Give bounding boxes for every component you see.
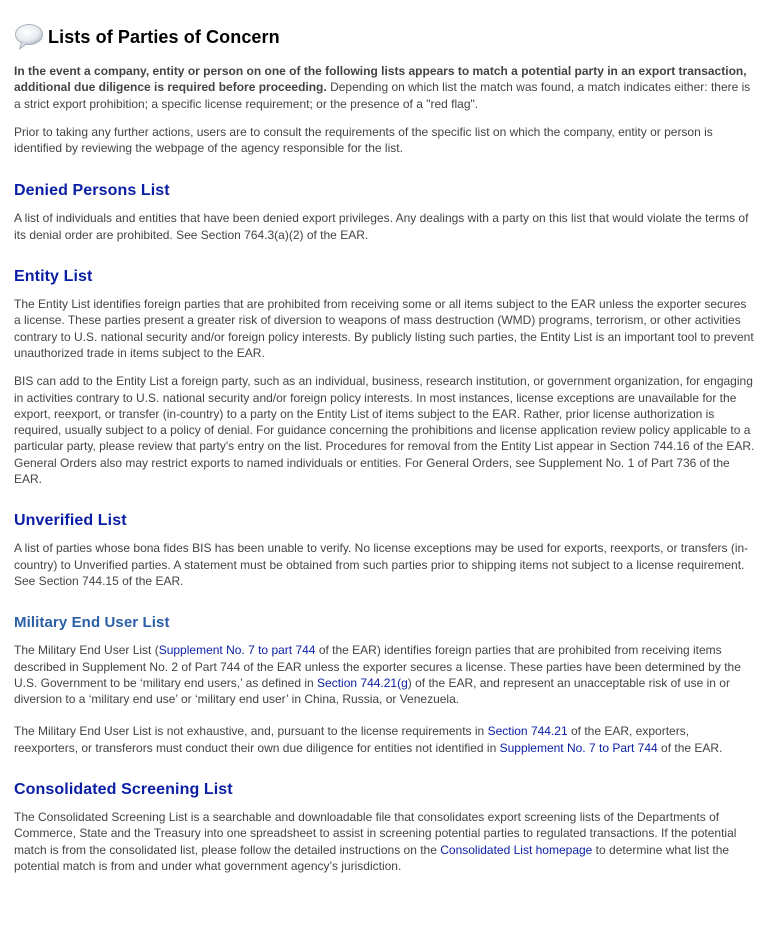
meu-text-2a: The Military End User List is not exhaustive, and, pursuant to the license requirements in (14, 724, 488, 739)
page (0, 21, 769, 929)
meu-text-1b: of the EAR) identifies foreign parties that are prohibited from receiving items described in Supplement No. 2 of Part 744 of the EAR unless the exporter secures a license. These parties have been determined by the U.S. Government to be ‘military end users,’ as defined in (14, 643, 741, 690)
meu-text-2c: of the EAR. (657, 740, 723, 755)
meu-text-1a: The Military End User List ( (14, 643, 159, 658)
section-744-21-link[interactable]: Section 744.21 (487, 724, 568, 739)
entity-list-paragraph-1: The Entity List identifies foreign parties that are prohibited from receiving some or all items subject to the EAR unless the exporter secures a license. These parties present a greater risk of diversion to weapons of mass destruction (WMD) programs, terrorism, or other activities contrary to U.S. national security and/or foreign policy interests. By publicly listing such parties, the Entity List is an important tool to prevent unauthorized trade in items subject to the EAR. (14, 297, 754, 360)
speech-bubble-icon (14, 23, 44, 51)
military-end-user-paragraph-1 (14, 642, 755, 707)
section-744-21g-link[interactable]: Section 744.21(g (317, 675, 408, 690)
denied-persons-heading: Denied Persons List (14, 182, 170, 200)
intro-bold-text: In the event a company, entity or person on one of the following lists appears to match a potential party in an export transaction, additional due diligence is required before proceeding. (14, 64, 747, 95)
consolidated-list-homepage-link[interactable]: Consolidated List homepage (440, 842, 593, 857)
entity-list-paragraph-2: BIS can add to the Entity List a foreign party, such as an individual, business, research institution, or government organization, for engaging in activities contrary to U.S. national security and/or foreign policy interests. In most instances, license exceptions are unavailable for the export, reexport, or transfer (in-country) to a party on the Entity List of items subject to the EAR. Rather, prior license authorization is required, usually subject to a policy of denial. For guidance concerning the prohibitions and license application review policy applicable to a particular party, please review that party's entry on the list. Procedures for removal from the Entity List appear in Section 744.16 of the EAR. General Orders also may restrict exports to named individuals or entities. For General Orders, see Supplement No. 1 of Part 736 of the EAR. (14, 374, 755, 487)
intro-paragraph-2: Prior to taking any further actions, users are to consult the requirements of the specific list on which the company, entity or person is identified by reviewing the webpage of the agency responsible for the list. (14, 124, 713, 156)
entity-list-heading: Entity List (14, 268, 93, 286)
military-end-user-heading: Military End User List (14, 614, 170, 632)
meu-text-2b: of the EAR, exporters, reexporters, or transferors must conduct their own due diligence for entities not identified in (14, 724, 690, 755)
consolidated-screening-paragraph (14, 809, 755, 874)
title-row (14, 21, 755, 53)
unverified-list-paragraph: A list of parties whose bona fides BIS has been unable to verify. No license exceptions may be used for exports, reexports, or transfers (in-country) to Unverified parties. A statement must be obtained from such parties prior to shipping items not subject to a license requirement. See Section 744.15 of the EAR. (14, 541, 749, 588)
page-title: Lists of Parties of Concern (48, 26, 280, 47)
consolidated-screening-heading: Consolidated Screening List (14, 781, 233, 799)
supplement-7-part-744-link[interactable]: Supplement No. 7 to Part 744 (499, 740, 658, 755)
unverified-list-heading: Unverified List (14, 512, 127, 530)
csl-text-a: The Consolidated Screening List is a searchable and downloadable file that consolidates export screening lists of the Departments of Commerce, State and the Treasury into one spreadsheet to assist in screening potential parties to regulated transactions. If the potential match is from the consolidated list, please follow the detailed instructions on the (14, 810, 737, 857)
military-end-user-paragraph-2 (14, 723, 755, 756)
intro-text: Depending on which list the match was found, a match indicates either: there is a strict export prohibition; a specific license requirement; or the presence of a "red flag". (14, 80, 751, 111)
intro-paragraph (14, 63, 755, 112)
supplement-7-link[interactable]: Supplement No. 7 to part 744 (158, 643, 316, 658)
meu-text-1c: ) of the EAR, and represent an unacceptable risk of use in or diversion to a ‘military end use’ or ‘military end user’ in China, Russia, or Venezuela. (14, 675, 730, 707)
csl-text-b: to determine what list the potential match is from and under what government agency’s jurisdiction. (14, 842, 730, 873)
denied-persons-paragraph: A list of individuals and entities that have been denied export privileges. Any dealings with a party on this list that would violate the terms of its denial order are prohibited. See Section 764.3(a)(2) of the EAR. (14, 211, 749, 242)
